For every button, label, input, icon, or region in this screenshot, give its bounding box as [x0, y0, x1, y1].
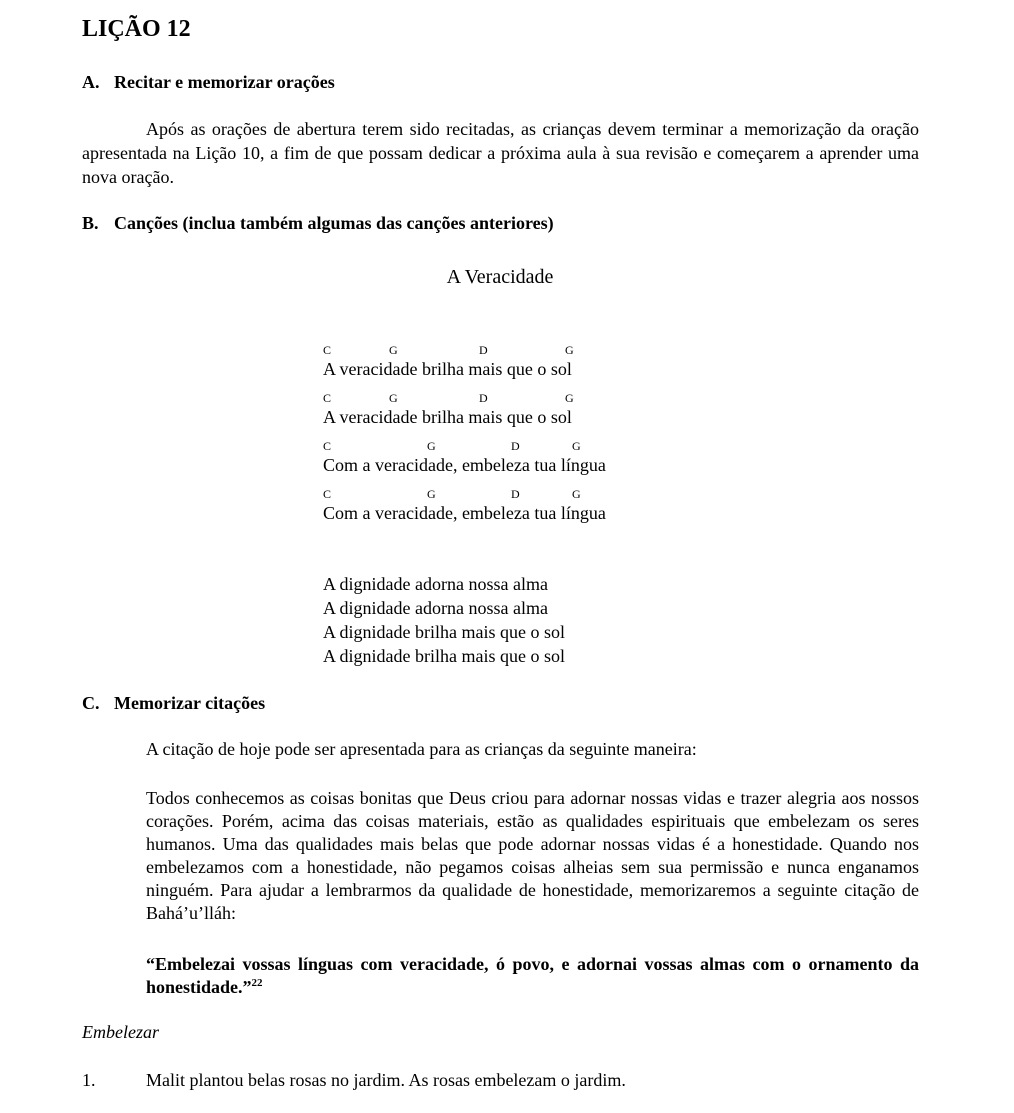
lyric-line: A dignidade adorna nossa alma — [323, 598, 548, 618]
section-a-heading — [82, 72, 335, 93]
example-number: 1. — [82, 1070, 96, 1090]
quotation-text: “Embelezai vossas línguas com veracidade, ó povo, e adornai vossas almas com o ornamento da honestidade.” — [146, 954, 919, 997]
lyric-line: Com a veracidade, embeleza tua língua — [323, 503, 606, 523]
chord: G — [565, 391, 574, 405]
chord: G — [572, 439, 581, 453]
section-b-letter: B. — [82, 213, 99, 233]
lyric-line: A dignidade adorna nossa alma — [323, 574, 548, 594]
vocabulary-word: Embelezar — [82, 1022, 159, 1042]
song-line — [323, 343, 743, 381]
section-a-title: Recitar e memorizar orações — [114, 72, 335, 92]
example-text: Malit plantou belas rosas no jardim. As rosas embelezam o jardim. — [146, 1070, 626, 1090]
section-c-body: Todos conhecemos as coisas bonitas que Deus criou para adornar nossas vidas e trazer alegria aos nossos corações. Porém, acima das coisas materiais, estão as qualidades espirituais que embelezam os seres humanos. Uma das qualidades mais belas que pode adornar nossas vidas é a honestidade. Quando nos embelezamos com a honestidade, não pegamos coisas alheias sem sua permissão e nunca enganamos ninguém. Para ajudar a lembrarmos da qualidade de honestidade, memorizaremos a seguinte citação de Bahá’u’lláh: — [146, 788, 919, 923]
chord-row — [323, 343, 743, 357]
chord: C — [323, 487, 332, 501]
song-verse-2 — [323, 572, 743, 668]
section-a-letter: A. — [82, 72, 100, 92]
song-line — [323, 391, 743, 429]
section-a-paragraph: Após as orações de abertura terem sido recitadas, as crianças devem terminar a memorização da oração apresentada na Lição 10, a fim de que possam dedicar a próxima aula à sua revisão e começarem a aprender uma nova oração. — [82, 119, 919, 187]
chord: D — [479, 391, 488, 405]
example-item — [82, 1070, 626, 1091]
chord: D — [511, 487, 520, 501]
chord-row — [323, 439, 743, 453]
section-c-heading — [82, 693, 265, 714]
chord-row — [323, 391, 743, 405]
section-c-intro: A citação de hoje pode ser apresentada para as crianças da seguinte maneira: — [146, 739, 697, 759]
song-line — [323, 439, 743, 477]
lyric-line: A dignidade brilha mais que o sol — [323, 646, 565, 666]
lesson-title: LIÇÃO 12 — [82, 16, 191, 42]
chord: C — [323, 343, 332, 357]
chord: G — [572, 487, 581, 501]
section-c-letter: C. — [82, 693, 100, 713]
chord: D — [479, 343, 488, 357]
lyric-line: A veracidade brilha mais que o sol — [323, 407, 572, 427]
song-line — [323, 487, 743, 525]
quotation — [146, 953, 919, 999]
chord: G — [389, 391, 398, 405]
chord: C — [323, 439, 332, 453]
chord: G — [427, 439, 436, 453]
chord: G — [565, 343, 574, 357]
section-c-title: Memorizar citações — [114, 693, 266, 713]
chord: G — [427, 487, 436, 501]
song-verse-1 — [323, 343, 743, 525]
lyric-line: A dignidade brilha mais que o sol — [323, 622, 565, 642]
section-b-title: Canções (inclua também algumas das canções anteriores) — [114, 213, 554, 233]
chord: D — [511, 439, 520, 453]
chord: G — [389, 343, 398, 357]
lyric-line: A veracidade brilha mais que o sol — [323, 359, 572, 379]
footnote-marker: 22 — [251, 977, 263, 989]
section-b-heading — [82, 213, 554, 234]
lyric-line: Com a veracidade, embeleza tua língua — [323, 455, 606, 475]
song-title: A Veracidade — [446, 266, 554, 288]
chord: C — [323, 391, 332, 405]
chord-row — [323, 487, 743, 501]
